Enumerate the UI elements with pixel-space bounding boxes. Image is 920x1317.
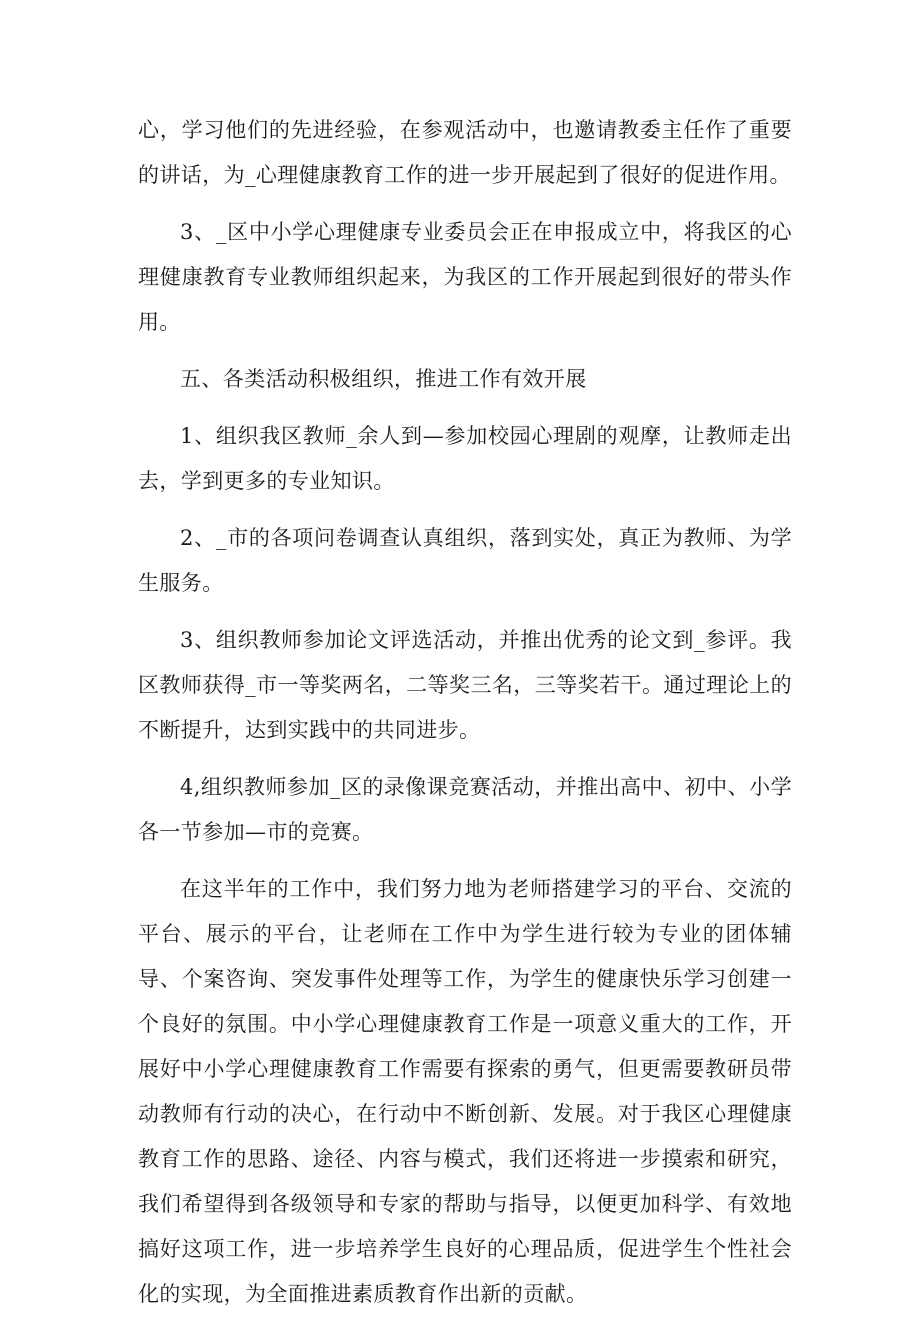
paragraph-item-1-observation: 1、组织我区教师_余人到—参加校园心理剧的观摩，让教师走出去，学到更多的专业知识。: [138, 424, 792, 493]
section-heading-five: 五、各类活动积极组织，推进工作有效开展: [180, 367, 587, 391]
paragraph-item-4-video-lessons: 4,组织教师参加_区的录像课竞赛活动，并推出高中、初中、小学各一节参加—市的竞赛。: [138, 775, 792, 844]
paragraph-item-3-papers: 3、组织教师参加论文评选活动，并推出优秀的论文到_参评。我区教师获得_市一等奖两名，二等奖三名，三等奖若干。通过理论上的不断提升，达到实践中的共同进步。: [138, 628, 792, 742]
paragraph-item-2-survey: 2、_市的各项问卷调查认真组织，落到实处，真正为教师、为学生服务。: [138, 526, 792, 595]
paragraph-summary: 在这半年的工作中，我们努力地为老师搭建学习的平台、交流的平台、展示的平台，让老师在工作中为学生进行较为专业的团体辅导、个案咨询、突发事件处理等工作，为学生的健康快乐学习创建一个良好的氛围。中小学心理健康教育工作是一项意义重大的工作，开展好中小学心理健康教育工作需要有探索的勇气，但更需要教研员带动教师有行动的决心，在行动中不断创新、发展。对于我区心理健康教育工作的思路、途径、内容与模式，我们还将进一步摸索和研究，我们希望得到各级领导和专家的帮助与指导，以便更加科学、有效地搞好这项工作，进一步培养学生良好的心理品质，促进学生个性社会化的实现，为全面推进素质教育作出新的贡献。: [138, 877, 792, 1306]
paragraph-continued: 心，学习他们的先进经验，在参观活动中，也邀请教委主任作了重要的讲话，为_心理健康教育工作的进一步开展起到了很好的促进作用。: [138, 118, 792, 187]
paragraph-item-3-committee: 3、_区中小学心理健康专业委员会正在申报成立中，将我区的心理健康教育专业教师组织起来，为我区的工作开展起到很好的带头作用。: [138, 220, 792, 334]
